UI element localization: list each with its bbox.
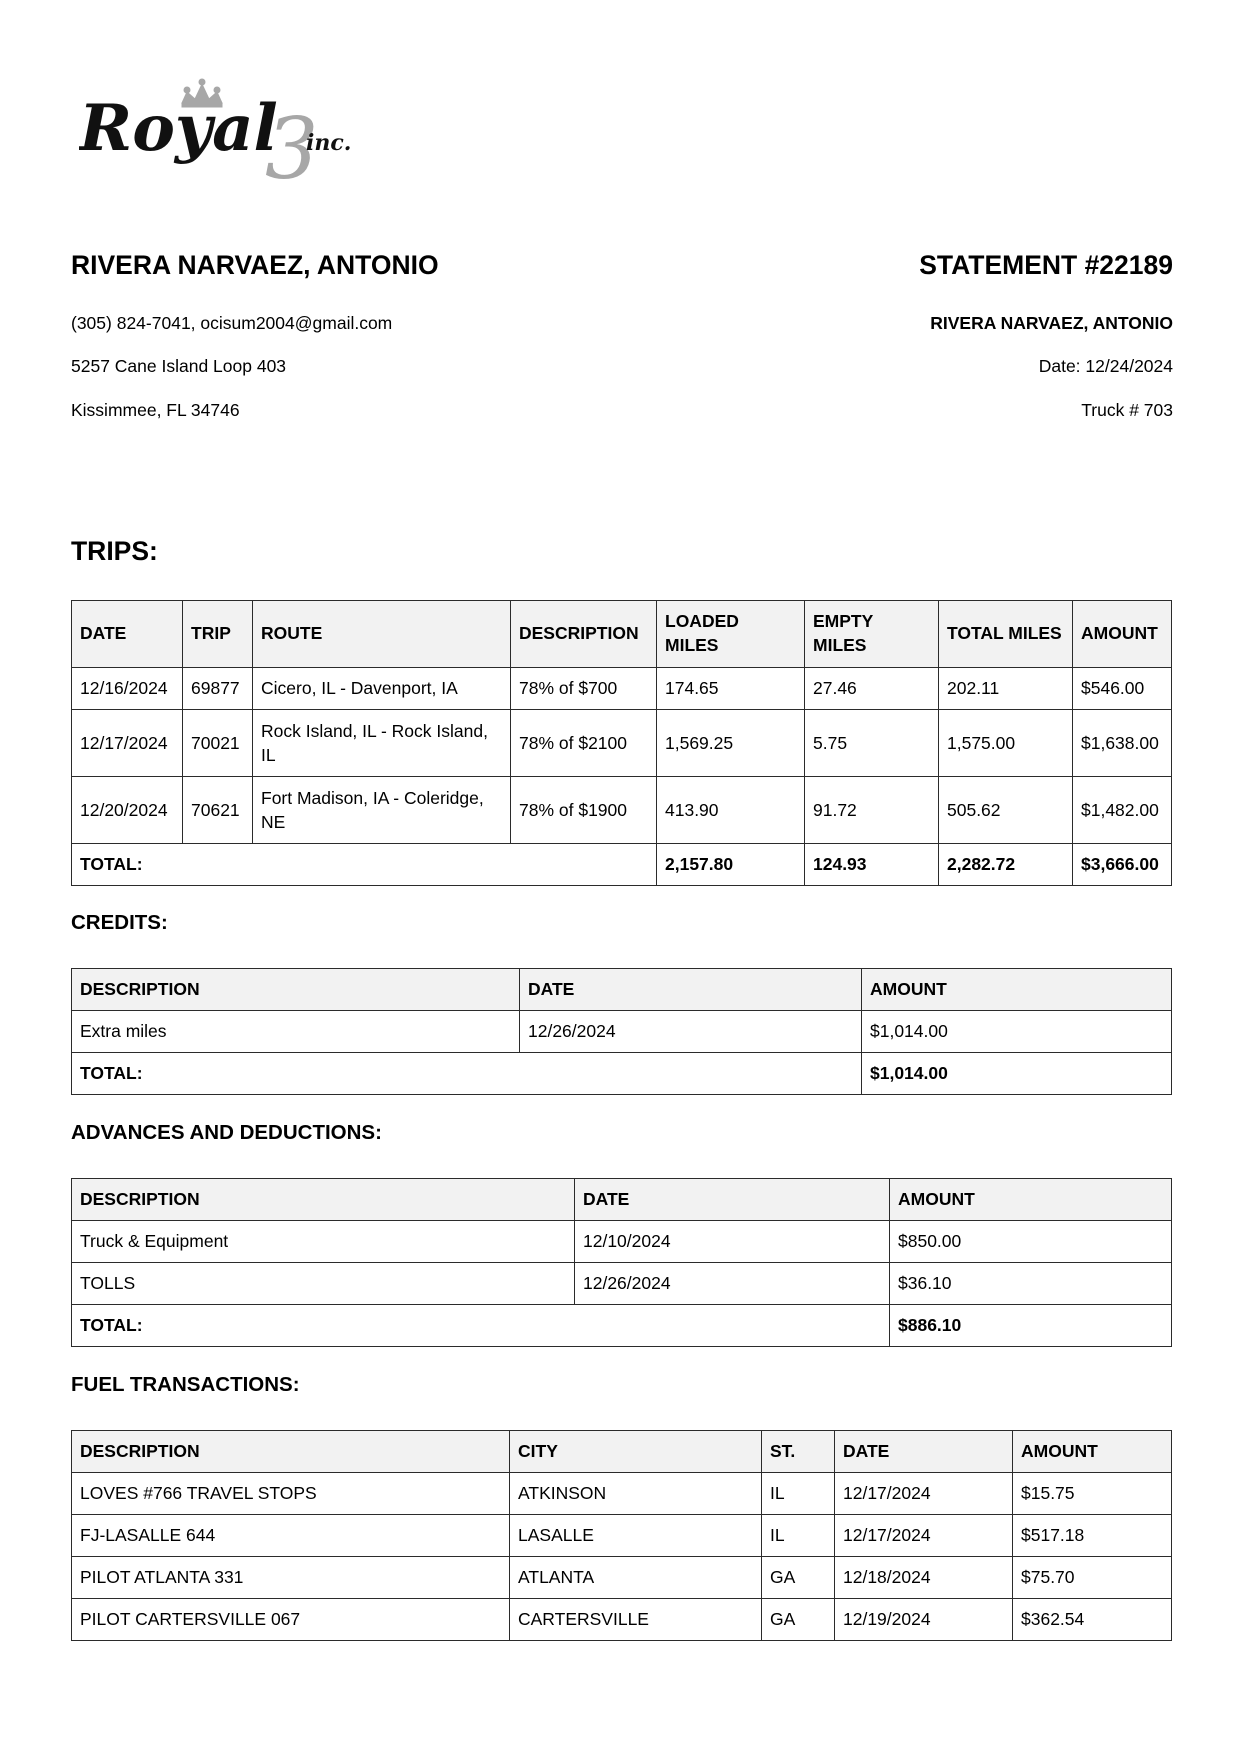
trips-section-title: TRIPS:: [71, 536, 158, 566]
cell-loaded-miles: 174.65: [657, 668, 805, 710]
cell-city: LASALLE: [510, 1515, 762, 1557]
cell-description: 78% of $2100: [511, 710, 657, 777]
total-empty-miles: 124.93: [805, 844, 939, 886]
cell-amount: $75.70: [1013, 1557, 1172, 1599]
trips-total-row: [72, 844, 1172, 886]
col-date: DATE: [72, 601, 183, 668]
table-row: [72, 1599, 1172, 1641]
cell-city: ATLANTA: [510, 1557, 762, 1599]
col-total-miles: TOTAL MILES: [939, 601, 1073, 668]
cell-date: 12/19/2024: [835, 1599, 1013, 1641]
cell-city: CARTERSVILLE: [510, 1599, 762, 1641]
col-city: CITY: [510, 1431, 762, 1473]
cell-description: FJ-LASALLE 644: [72, 1515, 510, 1557]
cell-city: ATKINSON: [510, 1473, 762, 1515]
cell-description: 78% of $1900: [511, 777, 657, 844]
cell-amount: $362.54: [1013, 1599, 1172, 1641]
cell-description: PILOT ATLANTA 331: [72, 1557, 510, 1599]
credits-header-row: [72, 969, 1172, 1011]
col-loaded-miles: LOADED MILES: [657, 601, 805, 668]
table-row: [72, 1221, 1172, 1263]
cell-state: GA: [762, 1557, 835, 1599]
svg-text:3: 3: [265, 100, 319, 190]
cell-empty-miles: 91.72: [805, 777, 939, 844]
cell-amount: $15.75: [1013, 1473, 1172, 1515]
cell-date: 12/10/2024: [575, 1221, 890, 1263]
cell-trip: 70621: [183, 777, 253, 844]
cell-total-miles: 202.11: [939, 668, 1073, 710]
cell-description: PILOT CARTERSVILLE 067: [72, 1599, 510, 1641]
crown-logo-icon: [79, 78, 379, 190]
cell-state: IL: [762, 1515, 835, 1557]
cell-amount: $1,482.00: [1073, 777, 1172, 844]
credits-section-title: CREDITS:: [71, 911, 168, 934]
cell-amount: $546.00: [1073, 668, 1172, 710]
cell-date: 12/18/2024: [835, 1557, 1013, 1599]
cell-empty-miles: 5.75: [805, 710, 939, 777]
cell-route: Rock Island, IL - Rock Island, IL: [253, 710, 511, 777]
col-amount: AMOUNT: [1013, 1431, 1172, 1473]
driver-address-line1: 5257 Cane Island Loop 403: [71, 356, 287, 376]
col-date: DATE: [520, 969, 862, 1011]
col-amount: AMOUNT: [890, 1179, 1172, 1221]
trips-header-row: [72, 601, 1172, 668]
table-row: [72, 710, 1172, 777]
cell-date: 12/17/2024: [835, 1473, 1013, 1515]
table-row: [72, 1473, 1172, 1515]
advances-section-title: ADVANCES AND DEDUCTIONS:: [71, 1121, 382, 1144]
advances-total-row: [72, 1305, 1172, 1347]
table-row: [72, 1557, 1172, 1599]
cell-description: 78% of $700: [511, 668, 657, 710]
cell-loaded-miles: 1,569.25: [657, 710, 805, 777]
credits-table: [71, 968, 1172, 1095]
credits-total-row: [72, 1053, 1172, 1095]
cell-date: 12/26/2024: [520, 1011, 862, 1053]
total-total-miles: 2,282.72: [939, 844, 1073, 886]
company-logo: [79, 78, 379, 190]
advances-table: [71, 1178, 1172, 1347]
total-amount: $1,014.00: [862, 1053, 1172, 1095]
cell-state: IL: [762, 1473, 835, 1515]
statement-page: [71, 0, 1171, 1754]
total-label: TOTAL:: [72, 844, 657, 886]
fuel-table: [71, 1430, 1172, 1641]
cell-trip: 69877: [183, 668, 253, 710]
col-description: DESCRIPTION: [72, 1179, 575, 1221]
cell-date: 12/20/2024: [72, 777, 183, 844]
truck-number: Truck # 703: [1081, 400, 1173, 420]
cell-date: 12/17/2024: [72, 710, 183, 777]
cell-description: LOVES #766 TRAVEL STOPS: [72, 1473, 510, 1515]
driver-name: RIVERA NARVAEZ, ANTONIO: [71, 250, 439, 280]
total-label: TOTAL:: [72, 1305, 890, 1347]
cell-amount: $1,638.00: [1073, 710, 1172, 777]
total-loaded-miles: 2,157.80: [657, 844, 805, 886]
cell-total-miles: 505.62: [939, 777, 1073, 844]
cell-date: 12/26/2024: [575, 1263, 890, 1305]
statement-title: STATEMENT #22189: [919, 250, 1173, 280]
col-route: ROUTE: [253, 601, 511, 668]
col-description: DESCRIPTION: [72, 969, 520, 1011]
cell-amount: $36.10: [890, 1263, 1172, 1305]
svg-text:Royal: Royal: [79, 91, 278, 166]
col-date: DATE: [835, 1431, 1013, 1473]
statement-date: Date: 12/24/2024: [1038, 356, 1173, 376]
cell-total-miles: 1,575.00: [939, 710, 1073, 777]
cell-date: 12/16/2024: [72, 668, 183, 710]
col-amount: AMOUNT: [862, 969, 1172, 1011]
col-amount: AMOUNT: [1073, 601, 1172, 668]
cell-route: Cicero, IL - Davenport, IA: [253, 668, 511, 710]
cell-route: Fort Madison, IA - Coleridge, NE: [253, 777, 511, 844]
cell-amount: $850.00: [890, 1221, 1172, 1263]
table-row: [72, 1263, 1172, 1305]
col-date: DATE: [575, 1179, 890, 1221]
trips-table: [71, 600, 1172, 886]
fuel-header-row: [72, 1431, 1172, 1473]
cell-description: TOLLS: [72, 1263, 575, 1305]
cell-description: Extra miles: [72, 1011, 520, 1053]
table-row: [72, 1515, 1172, 1557]
col-trip: TRIP: [183, 601, 253, 668]
table-row: [72, 777, 1172, 844]
driver-contact: (305) 824-7041, ocisum2004@gmail.com: [71, 313, 393, 333]
total-label: TOTAL:: [72, 1053, 862, 1095]
col-description: DESCRIPTION: [511, 601, 657, 668]
cell-date: 12/17/2024: [835, 1515, 1013, 1557]
col-state: ST.: [762, 1431, 835, 1473]
cell-state: GA: [762, 1599, 835, 1641]
table-row: [72, 1011, 1172, 1053]
cell-empty-miles: 27.46: [805, 668, 939, 710]
cell-loaded-miles: 413.90: [657, 777, 805, 844]
total-amount: $886.10: [890, 1305, 1172, 1347]
cell-amount: $1,014.00: [862, 1011, 1172, 1053]
advances-header-row: [72, 1179, 1172, 1221]
col-description: DESCRIPTION: [72, 1431, 510, 1473]
cell-trip: 70021: [183, 710, 253, 777]
svg-text:inc.: inc.: [306, 130, 352, 156]
cell-description: Truck & Equipment: [72, 1221, 575, 1263]
table-row: [72, 668, 1172, 710]
statement-driver-name: RIVERA NARVAEZ, ANTONIO: [930, 313, 1173, 333]
fuel-section-title: FUEL TRANSACTIONS:: [71, 1373, 300, 1396]
total-amount: $3,666.00: [1073, 844, 1172, 886]
col-empty-miles: EMPTY MILES: [805, 601, 939, 668]
driver-address-line2: Kissimmee, FL 34746: [71, 400, 240, 420]
cell-amount: $517.18: [1013, 1515, 1172, 1557]
